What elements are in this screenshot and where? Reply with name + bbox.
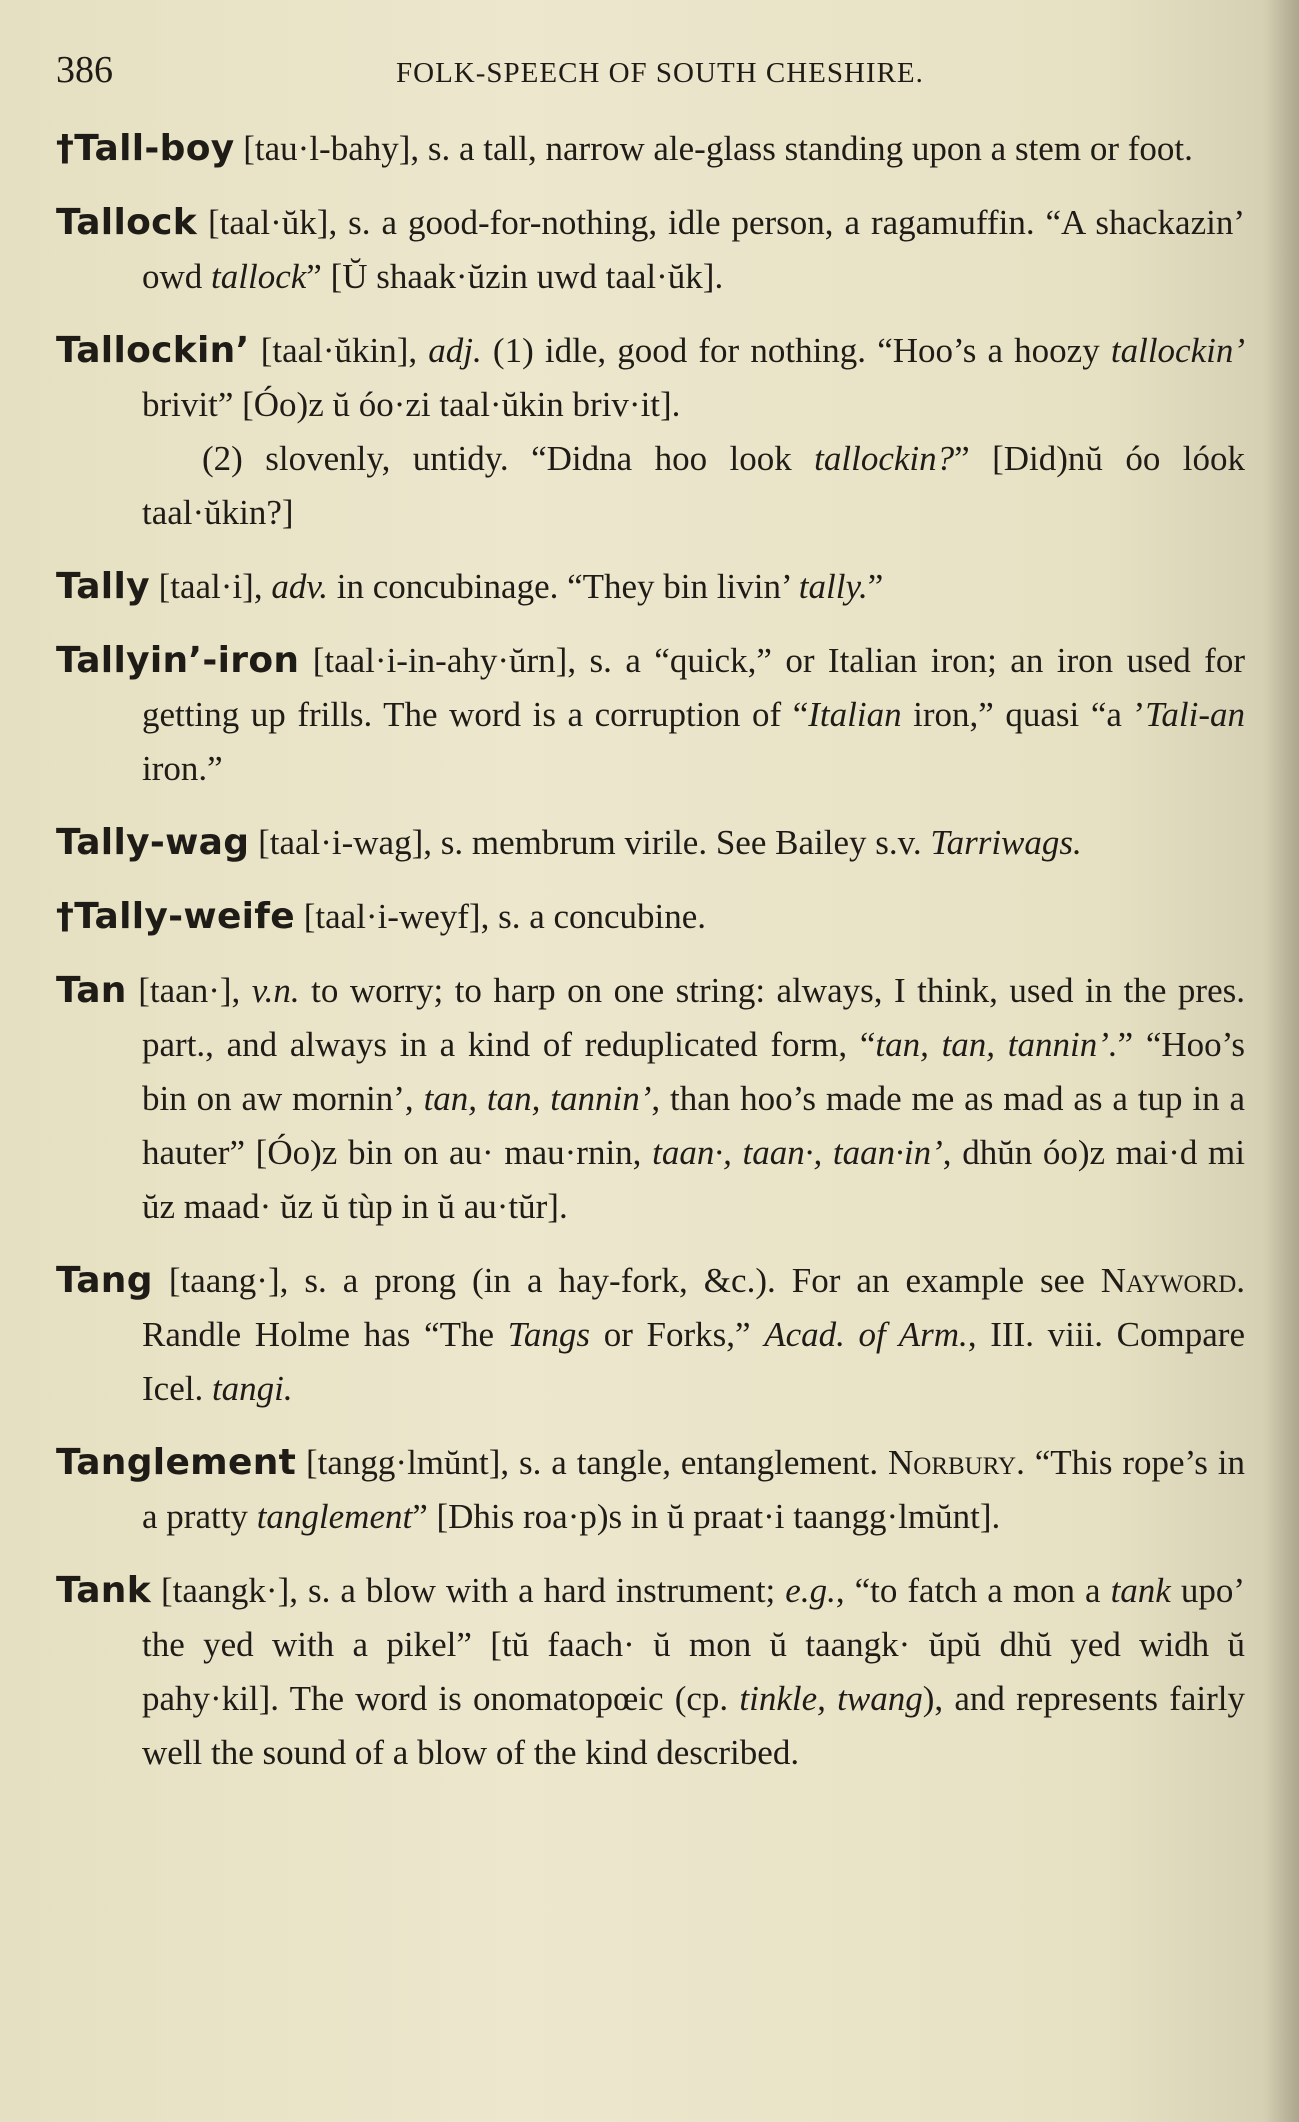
definition: in concubinage. “They bin livin’ <box>328 567 799 606</box>
headword: Tank <box>56 1570 151 1611</box>
definition: [taal·i-wag], s. membrum virile. See Bailey s.v. <box>249 823 931 862</box>
definition: . Randle Holme has “The <box>142 1261 1245 1354</box>
entry-tally <box>56 560 1245 614</box>
entry-tan <box>56 964 1245 1234</box>
sub-definition: (2) slovenly, untidy. “Didna hoo look <box>202 439 815 478</box>
headword: Tang <box>56 1260 153 1301</box>
entry-tally-wag <box>56 816 1245 870</box>
page-header <box>56 48 1245 118</box>
example-italic: Tali-an <box>1145 695 1245 734</box>
example-italic: tally. <box>798 567 868 606</box>
definition: ), and represents fairly well the sound of a blow of the kind described. <box>142 1679 1246 1772</box>
definition: (1) idle, good for nothing. “Hoo’s a hoozy <box>481 331 1111 370</box>
sub-sense <box>142 432 1245 540</box>
closing-quote: ” <box>867 567 884 606</box>
definition: iron.” <box>142 749 223 788</box>
page-number: 386 <box>56 49 113 91</box>
example-italic: tallock <box>211 257 307 296</box>
cross-reference: Tarriwags. <box>930 823 1082 862</box>
example-italic: tallockin? <box>814 439 955 478</box>
definition: , III. viii. Compare Icel. <box>142 1315 1245 1408</box>
pronunciation: ” [Dhis roa·p)s in ŭ praat·i taangg·lmŭnt]. <box>412 1497 1001 1536</box>
definition: iron,” quasi “a ’ <box>901 695 1146 734</box>
example-italic: tan, tan, tannin’ <box>423 1079 652 1118</box>
pronunciation: [taan·], <box>126 971 252 1010</box>
source-name: Norbury. <box>888 1443 1025 1482</box>
headword: †Tall-boy <box>56 128 235 169</box>
running-title: FOLK-SPEECH OF SOUTH CHESHIRE. <box>396 57 924 89</box>
definition: [taal·i], <box>149 567 272 606</box>
definition: , than hoo’s made me as mad as a tup in a hauter” [Óo)z bin on au· mau·rnin, <box>142 1079 1246 1172</box>
example-italic: tallockin’ <box>1110 331 1245 370</box>
definition: [tangg·lmŭnt], s. a tangle, entanglement. <box>296 1443 888 1482</box>
definition: [taangk·], s. a blow with a hard instrument; <box>150 1571 786 1610</box>
entry-tang <box>56 1254 1245 1416</box>
definition: , “to fatch a mon a <box>835 1571 1111 1610</box>
pronunciation: brivit” [Óo)z ŭ óo·zi taal·ŭkin briv·it]. <box>142 385 681 424</box>
headword: Tan <box>56 970 127 1011</box>
definition: or Forks,” <box>590 1315 765 1354</box>
definition: to worry; to harp on one string: always, I think, used in the pres. part., and always in a kind of reduplicated form, “ <box>142 971 1245 1064</box>
entry-tallock <box>56 196 1245 304</box>
headword: †Tally-weife <box>56 896 295 937</box>
pronunciation-italic: taan·, taan·, taan·in’ <box>652 1133 943 1172</box>
headword: Tallock <box>56 202 198 243</box>
definition: [tau·l-bahy], s. a tall, narrow ale-glass standing upon a stem or foot. <box>234 129 1193 168</box>
example-italic: e.g. <box>785 1571 836 1610</box>
pronunciation: ” [Ŭ shaak·ŭzin uwd taal·ŭk]. <box>306 257 724 296</box>
entry-tallyin-iron <box>56 634 1245 796</box>
headword: Tallockin’ <box>56 330 250 371</box>
definition: [taal·i-weyf], s. a concubine. <box>295 897 707 936</box>
definition: [taal·ŭkin], <box>249 331 429 370</box>
source-italic: Acad. of Arm. <box>764 1315 968 1354</box>
headword: Tanglement <box>56 1442 297 1483</box>
example-italic: tank <box>1110 1571 1171 1610</box>
part-of-speech: adv. <box>271 567 329 606</box>
entry-tallockin <box>56 324 1245 540</box>
entry-tall-boy <box>56 122 1245 176</box>
pronunciation: , dhŭn óo)z mai·d mi ŭz maad· ŭz ŭ tùp in ŭ au·tŭr]. <box>142 1133 1245 1226</box>
headword: Tally <box>56 566 150 607</box>
example-italic: Italian <box>808 695 902 734</box>
example-italic: tan, tan, tannin’. <box>875 1025 1118 1064</box>
definition: upo’ the yed with a pikel” [tŭ faach· ŭ mon ŭ taangk· ŭpŭ dhŭ yed widh ŭ pahy·kil]. The word is onomatopœic (cp. <box>142 1571 1245 1718</box>
pronunciation: ” [Did)nŭ óo lóok taal·ŭkin?] <box>142 439 1245 532</box>
definition: ” “Hoo’s bin on aw mornin’, <box>142 1025 1246 1118</box>
example-italic: tangi. <box>211 1369 293 1408</box>
headword: Tallyin’-iron <box>56 640 300 681</box>
headword: Tally-wag <box>56 822 250 863</box>
example-italic: tinkle, twang <box>739 1679 923 1718</box>
definition: “This rope’s in a pratty <box>142 1443 1245 1536</box>
definition: [taal·i-in-ahy·ŭrn], s. a “quick,” or Italian iron; an iron used for getting up frills. The word is a corruption of “ <box>142 641 1245 734</box>
part-of-speech: adj. <box>428 331 482 370</box>
cross-reference: Nayword <box>1100 1261 1237 1300</box>
entry-tally-weife <box>56 890 1245 944</box>
page-edge-shadow <box>1265 0 1299 2122</box>
entry-tank <box>56 1564 1245 1780</box>
part-of-speech: v.n. <box>251 971 300 1010</box>
example-italic: tanglement <box>256 1497 413 1536</box>
definition: [taal·ŭk], s. a good-for-nothing, idle person, a ragamuffin. “A shackazin’ owd <box>142 203 1245 296</box>
example-italic: Tangs <box>507 1315 591 1354</box>
entry-tanglement <box>56 1436 1245 1544</box>
definition: [taang·], s. a prong (in a hay-fork, &c.). For an example see <box>152 1261 1101 1300</box>
